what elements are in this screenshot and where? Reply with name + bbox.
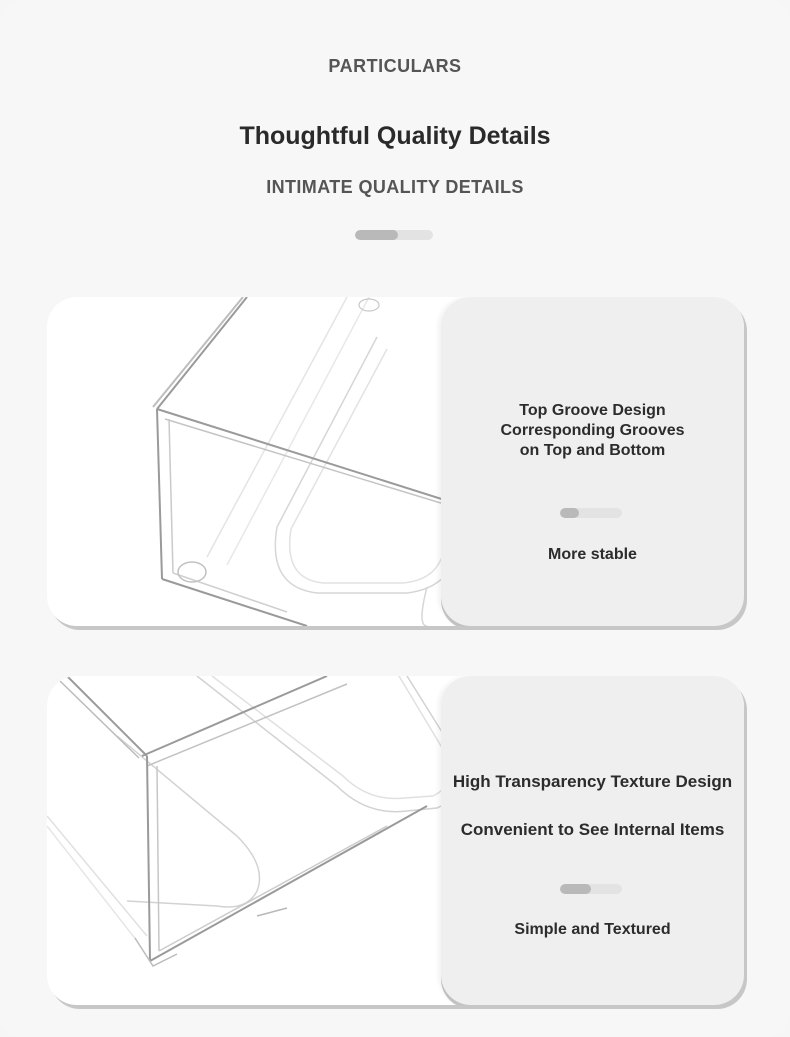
header-progress-fill xyxy=(355,230,398,240)
feature-caption: More stable xyxy=(548,546,637,563)
feature-line: on Top and Bottom xyxy=(519,442,666,459)
acrylic-box-top-groove-image xyxy=(47,297,467,626)
feature-progress-indicator xyxy=(560,884,622,894)
feature-panel-transparency xyxy=(441,676,744,1005)
feature-progress-fill xyxy=(560,508,579,518)
feature-line: High Transparency Texture Design xyxy=(452,772,733,791)
header-progress-indicator xyxy=(355,230,433,240)
page-subtitle: INTIMATE QUALITY DETAILS xyxy=(266,177,524,197)
feature-progress-fill xyxy=(560,884,591,894)
feature-panel-top-groove xyxy=(441,297,744,626)
feature-card-transparency xyxy=(47,676,744,1005)
feature-line: Top Groove Design xyxy=(519,402,666,419)
feature-line: Corresponding Grooves xyxy=(500,422,685,439)
page-title: Thoughtful Quality Details xyxy=(239,122,551,150)
section-kicker: PARTICULARS xyxy=(328,56,462,76)
feature-progress-indicator xyxy=(560,508,622,518)
acrylic-box-transparency-image xyxy=(47,676,467,1005)
feature-line: Convenient to See Internal Items xyxy=(460,820,725,839)
feature-caption: Simple and Textured xyxy=(514,921,671,938)
feature-card-top-groove xyxy=(47,297,744,626)
